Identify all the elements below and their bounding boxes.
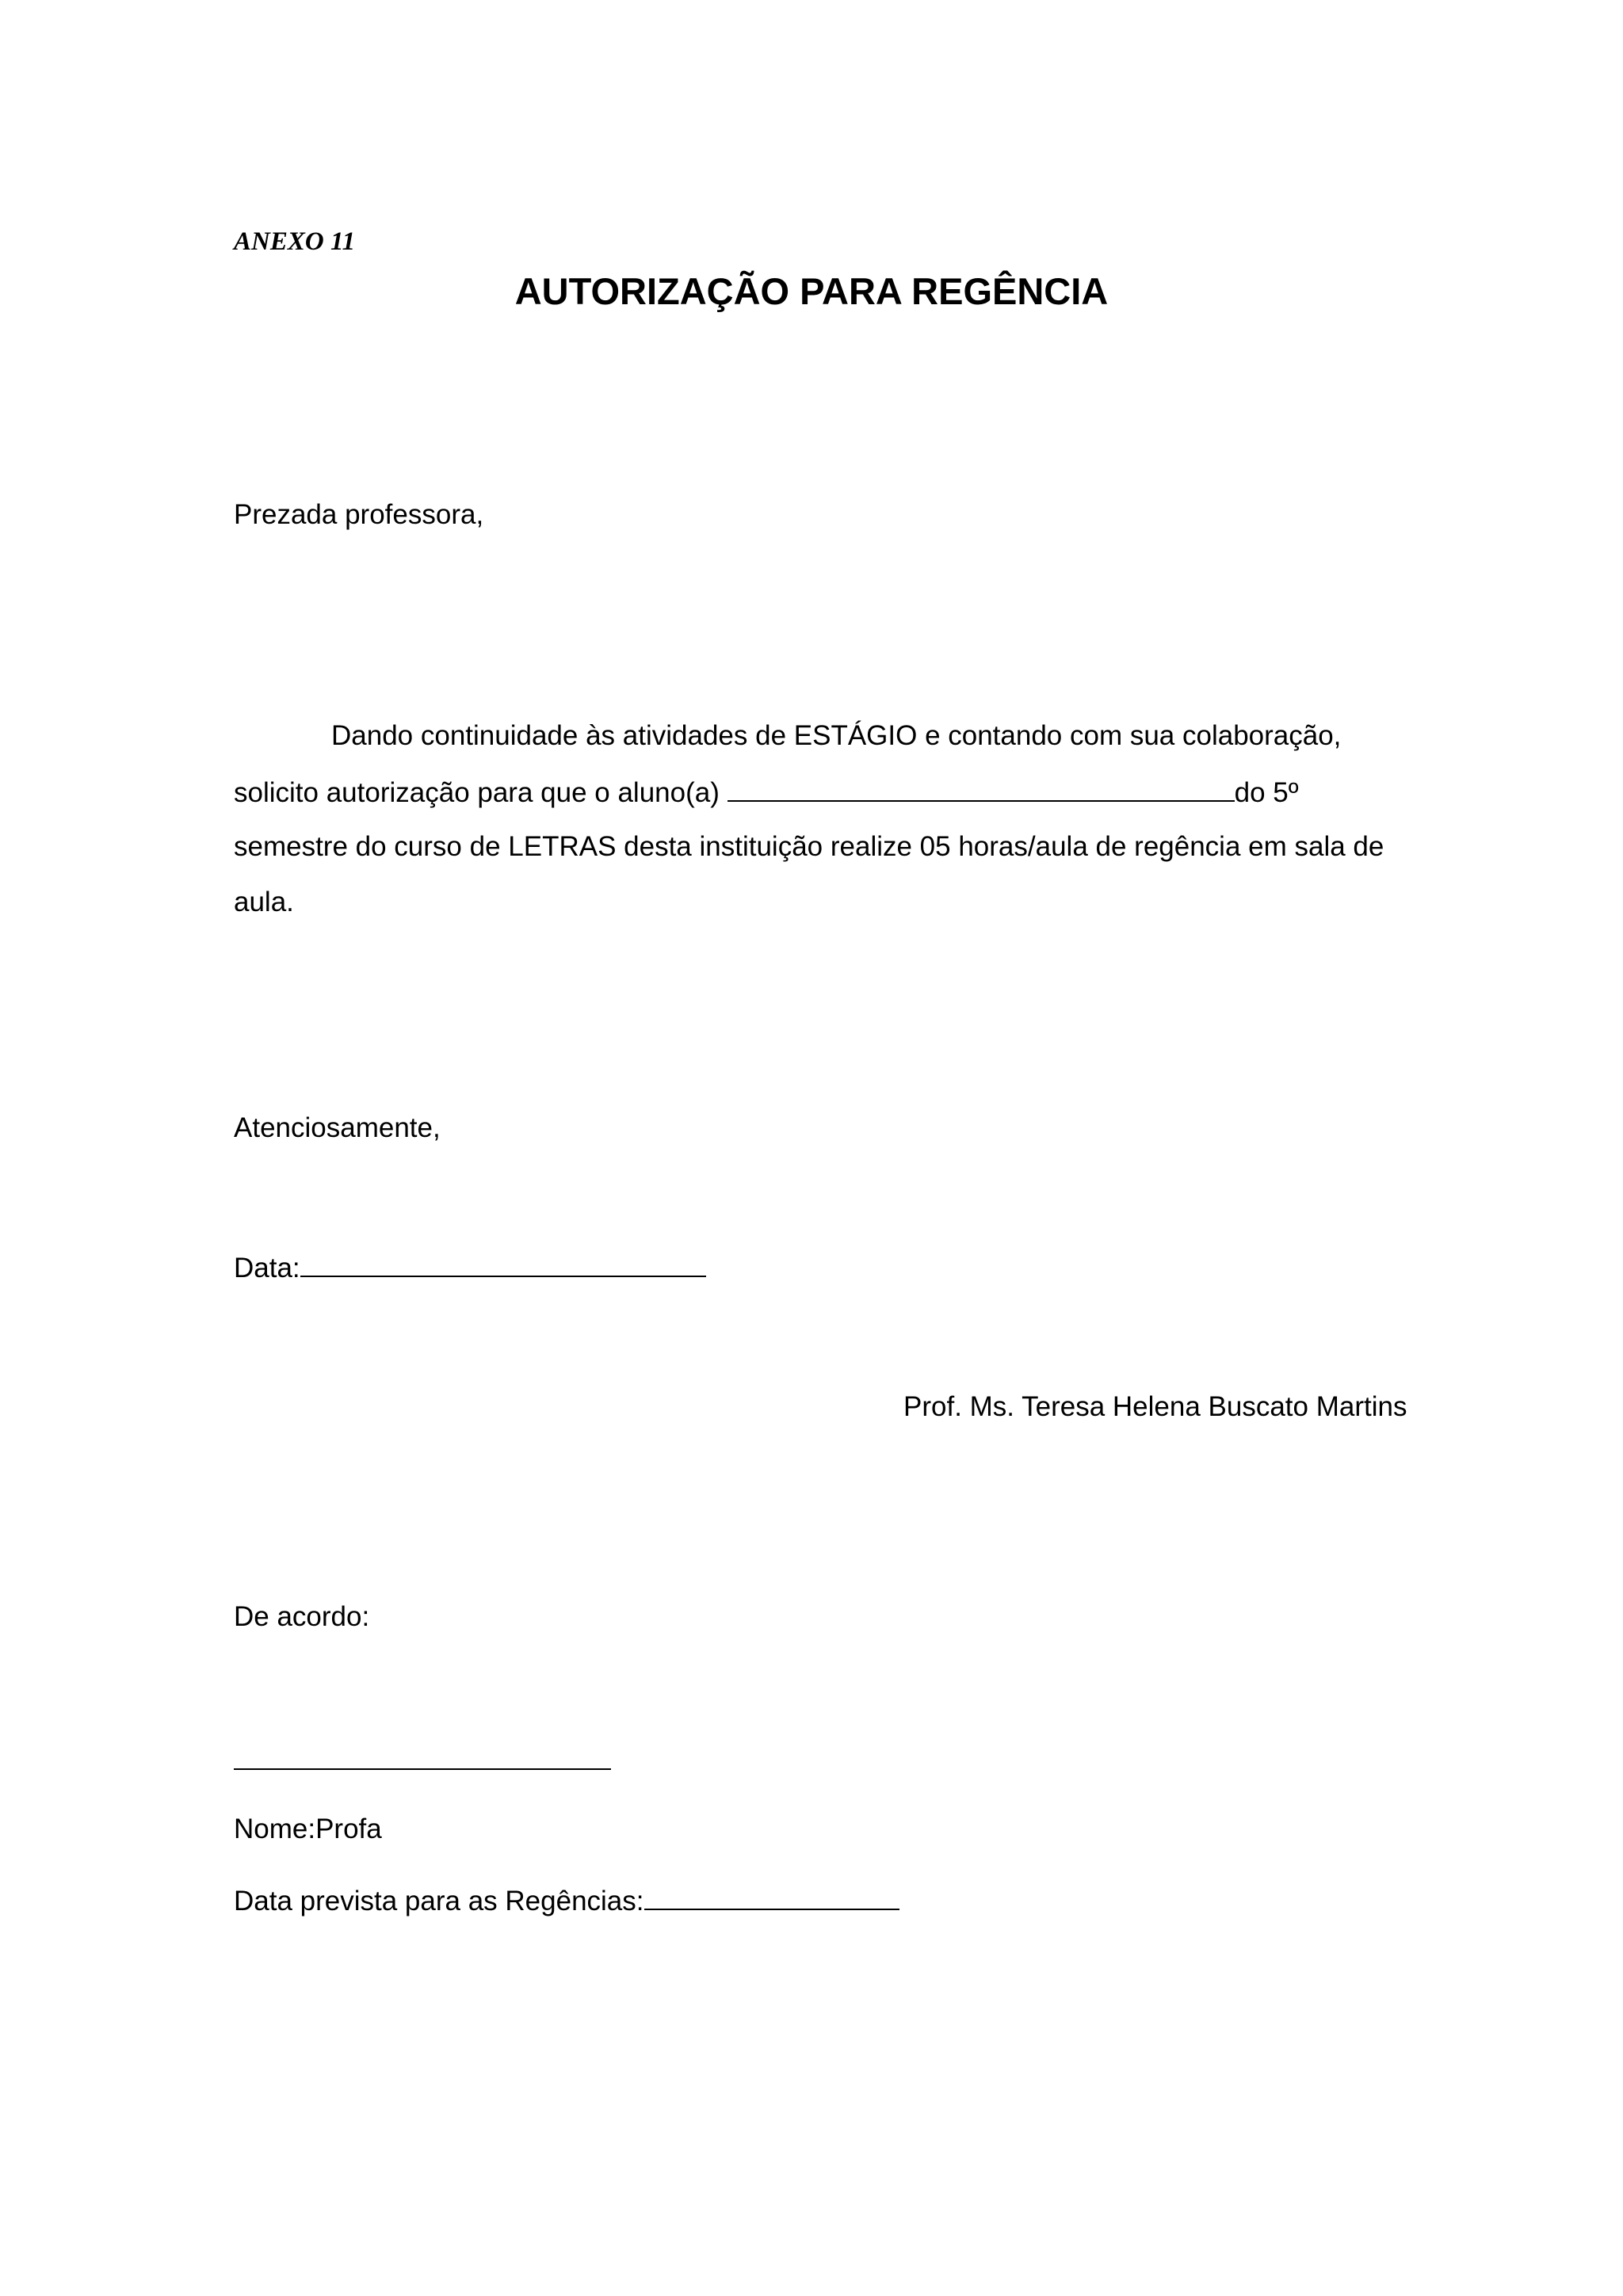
date-line [234, 1250, 706, 1285]
signatory-name: Prof. Ms. Teresa Helena Buscato Martins [903, 1391, 1407, 1422]
date-label: Data: [234, 1253, 300, 1283]
body-line-2-end: do 5º [1234, 777, 1299, 808]
closing: Atenciosamente, [234, 1112, 441, 1143]
body-line-2-start: solicito autorização para que o aluno(a) [234, 777, 727, 808]
signature-line [234, 1743, 611, 1778]
annex-label: ANEXO 11 [234, 227, 356, 256]
scheduled-date-line [234, 1883, 899, 1918]
body-line-2 [234, 775, 1299, 810]
signature-blank [234, 1743, 611, 1770]
body-line-4: aula. [234, 887, 294, 917]
body-line-1: Dando continuidade às atividades de ESTÁGIO e contando com sua colaboração, [331, 720, 1342, 751]
salutation: Prezada professora, [234, 499, 484, 530]
body-line-3: semestre do curso de LETRAS desta instituição realize 05 horas/aula de regência em sala de [234, 831, 1384, 862]
name-label: Nome:Profa [234, 1814, 382, 1844]
scheduled-date-blank [644, 1883, 899, 1910]
agreement-label: De acordo: [234, 1601, 370, 1632]
document-title: AUTORIZAÇÃO PARA REGÊNCIA [514, 270, 1109, 312]
date-blank [300, 1250, 706, 1277]
scheduled-date-label: Data prevista para as Regências: [234, 1886, 644, 1917]
student-name-blank [727, 775, 1235, 802]
